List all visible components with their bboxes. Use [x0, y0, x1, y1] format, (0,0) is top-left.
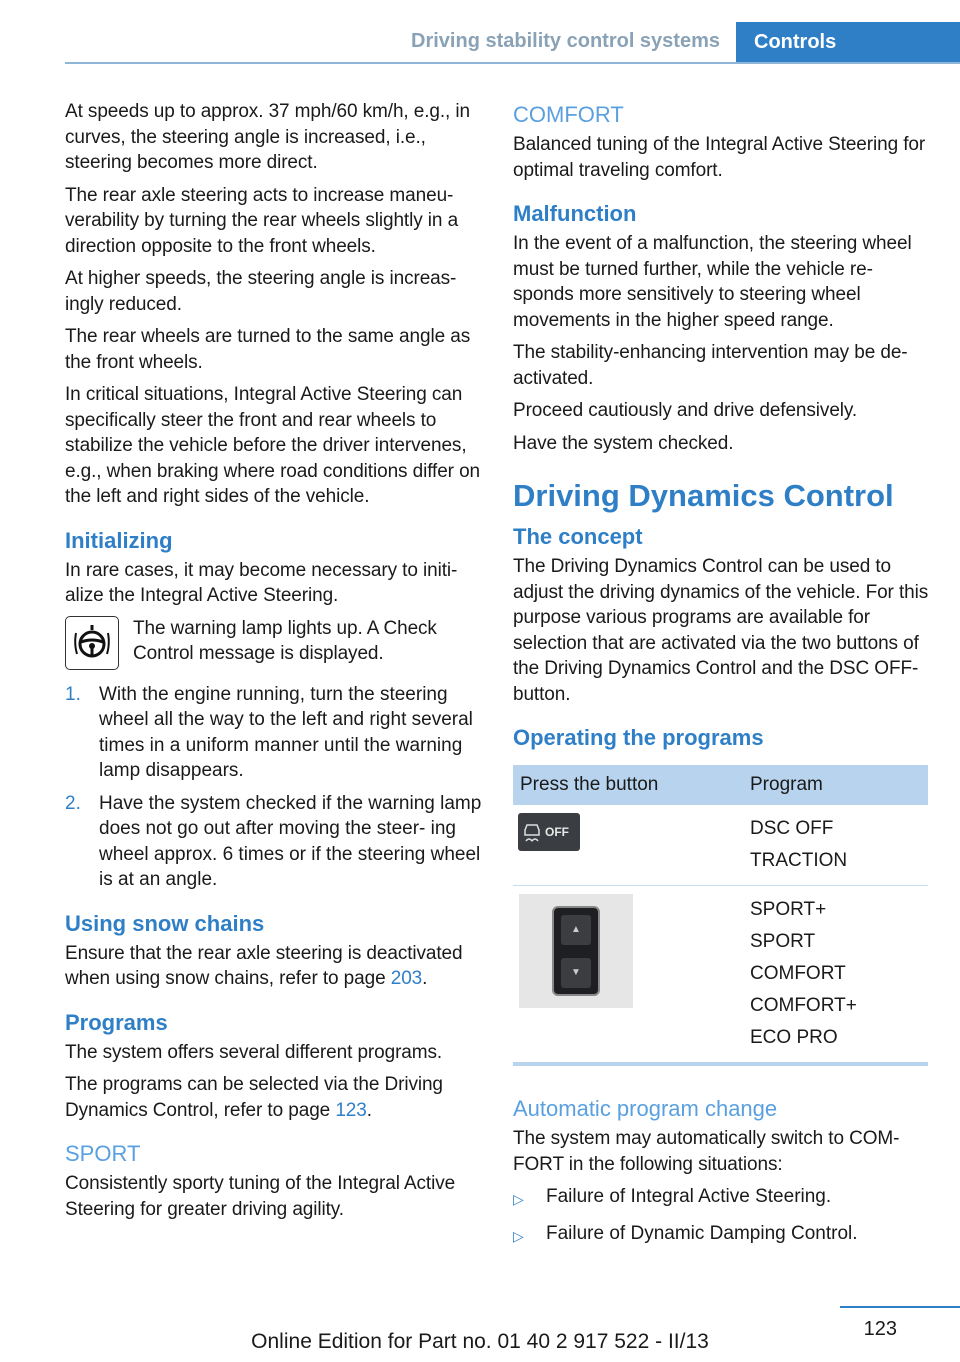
program-name: TRACTION — [750, 850, 848, 871]
page-link[interactable]: 123 — [335, 1099, 367, 1121]
paragraph: The programs can be selected via the Driving Dynamics Control, refer to page 123. — [65, 1074, 443, 1121]
step-text: With the engine running, turn the steering wheel all the way to the left and right several times in a uniform manner until the warning lamp disappears. — [99, 683, 473, 781]
warning-note — [65, 616, 485, 670]
paragraph: At speeds up to approx. 37 mph/60 km/h, e.g., in curves, the steering angle is increased, i.e., steering becomes more direct. — [65, 101, 470, 173]
header-chapter-tab: Controls — [736, 22, 960, 64]
steering-warning-icon — [65, 616, 119, 670]
heading-programs: Programs — [65, 1009, 168, 1035]
paragraph: The system may automatically switch to COM‐ FORT in the following situations: — [513, 1128, 900, 1175]
arrow-down-icon: ▼ — [561, 958, 591, 988]
program-name: COMFORT — [750, 963, 846, 984]
footer-rule — [840, 1306, 960, 1308]
list-item: ▷ Failure of Dynamic Damping Control. — [513, 1221, 933, 1250]
paragraph: The Driving Dynamics Control can be used to adjust the driving dynamics of the vehicle. For this purpose various programs are available for selection that are activated via the two buttons of the Driving Dynamics Control and the DSC OFF‐button. — [513, 556, 929, 705]
driving-dynamics-switch-icon — [519, 894, 633, 1008]
paragraph: The system offers several different programs. — [65, 1041, 443, 1063]
program-name: COMFORT+ — [750, 995, 857, 1016]
paragraph: The stability‐enhancing intervention may be de‐ activated. — [513, 342, 908, 389]
heading-concept: The concept — [513, 524, 643, 549]
table-row — [513, 886, 928, 1065]
header-rule — [65, 62, 960, 64]
step-text: Have the system checked if the warning lamp does not go out after moving the steer‐ ing wheel approx. 6 times or if the steering wheel is at an angle. — [99, 792, 482, 890]
paragraph: At higher speeds, the steering angle is increas‐ ingly reduced. — [65, 268, 457, 315]
paragraph: In the event of a malfunction, the steering wheel must be turned further, while the vehicle re‐ sponds more sensitively to steering wheel movements in the higher speed range. — [513, 233, 912, 331]
program-name: SPORT+ — [750, 899, 827, 920]
paragraph: Have the system checked. — [513, 432, 734, 454]
step-number: 1. — [65, 683, 81, 705]
paragraph: Proceed cautiously and drive defensively. — [513, 400, 858, 421]
program-name: ECO PRO — [750, 1027, 838, 1048]
table-row — [513, 805, 928, 886]
section-title-ddc: Driving Dynamics Control — [513, 478, 894, 513]
table-header: Program — [743, 765, 928, 805]
paragraph: Balanced tuning of the Integral Active Steering for optimal traveling comfort. — [513, 134, 926, 181]
list-item — [65, 682, 485, 784]
list-item: ▷ Failure of Integral Active Steering. — [513, 1184, 933, 1213]
heading-automatic-change: Automatic program change — [513, 1096, 778, 1121]
warning-text: The warning lamp lights up. A Check Control message is displayed. — [133, 617, 437, 664]
page-number: 123 — [863, 1318, 897, 1340]
header-section-title: Driving stability control systems — [411, 30, 720, 52]
paragraph: The rear axle steering acts to increase maneu‐ verability by turning the rear wheels slightly in a direction opposite to the front wheels. — [65, 184, 459, 257]
edition-footer: Online Edition for Part no. 01 40 2 917 522 - II/13 — [251, 1330, 709, 1353]
paragraph: The rear wheels are turned to the same angle as the front wheels. — [65, 326, 471, 373]
heading-sport: SPORT — [65, 1141, 141, 1166]
paragraph: Ensure that the rear axle steering is deactivated when using snow chains, refer to page 203. — [65, 942, 463, 989]
table-header: Press the button — [513, 765, 743, 805]
left-column — [65, 99, 485, 1229]
bullet-arrow-icon: ▷ — [513, 1227, 524, 1244]
bullet-arrow-icon: ▷ — [513, 1191, 524, 1207]
program-name: SPORT — [750, 931, 816, 952]
paragraph: In critical situations, Integral Active Steering can specifically steer the front and rear wheels to stabilize the vehicle before the driver intervenes, e.g., when braking where road conditions differ on the left and right sides of the vehicle. — [65, 384, 481, 507]
paragraph: Consistently sporty tuning of the Integral Active Steering for greater driving agility. — [65, 1173, 456, 1220]
steps-list — [65, 682, 485, 893]
arrow-up-icon: ▲ — [561, 915, 591, 945]
heading-malfunction: Malfunction — [513, 201, 637, 226]
list-item — [65, 791, 485, 893]
heading-initializing: Initializing — [65, 527, 173, 553]
right-column — [513, 102, 933, 1257]
program-name: DSC OFF — [750, 818, 834, 839]
heading-comfort: COMFORT — [513, 102, 624, 127]
bullet-list — [513, 1184, 933, 1249]
heading-operating-programs: Operating the programs — [513, 725, 764, 750]
step-number: 2. — [65, 792, 81, 814]
dsc-off-button-icon — [518, 813, 580, 851]
programs-table — [513, 765, 928, 1066]
dsc-off-label: OFF — [545, 825, 569, 839]
paragraph: In rare cases, it may become necessary to initi‐ alize the Integral Active Steering. — [65, 559, 458, 606]
heading-snow-chains: Using snow chains — [65, 910, 265, 936]
page-link[interactable]: 203 — [390, 968, 423, 989]
